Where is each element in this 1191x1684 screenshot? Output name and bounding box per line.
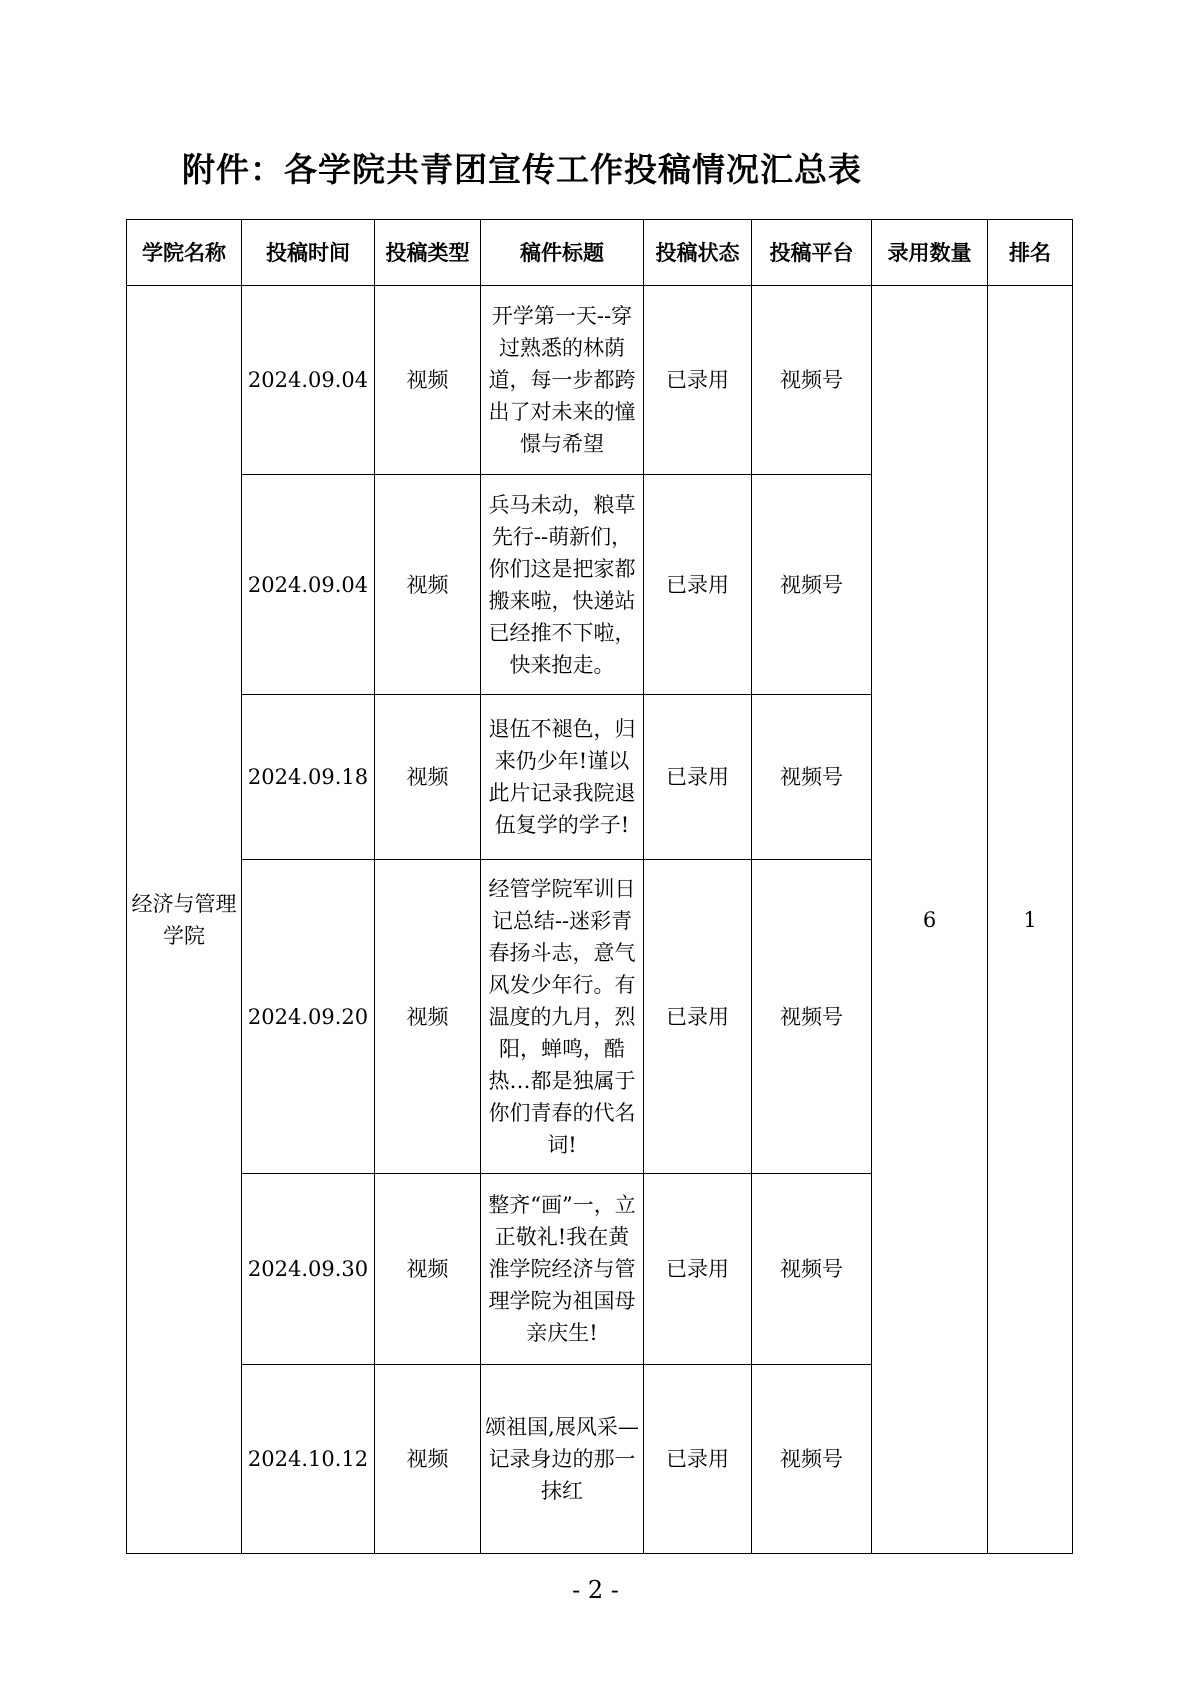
page-number: - 2 - [572, 1576, 619, 1604]
header-time: 投稿时间 [242, 220, 375, 286]
headline-cell: 整齐“画”一，立正敬礼!我在黄淮学院经济与管理学院为祖国母亲庆生! [481, 1174, 644, 1365]
table-header-row [127, 220, 1073, 286]
submit-type-cell: 视频 [375, 1174, 481, 1365]
platform-cell: 视频号 [752, 695, 872, 860]
submit-type-cell: 视频 [375, 1365, 481, 1554]
submit-time-cell: 2024.10.12 [242, 1365, 375, 1554]
platform-cell: 视频号 [752, 1365, 872, 1554]
submit-type-cell: 视频 [375, 695, 481, 860]
header-accepted: 录用数量 [872, 220, 988, 286]
college-name-cell: 经济与管理学院 [127, 286, 242, 1554]
status-cell: 已录用 [644, 860, 752, 1174]
header-status: 投稿状态 [644, 220, 752, 286]
status-cell: 已录用 [644, 1174, 752, 1365]
status-cell: 已录用 [644, 286, 752, 475]
platform-cell: 视频号 [752, 475, 872, 695]
submit-time-cell: 2024.09.30 [242, 1174, 375, 1365]
headline-cell: 颂祖国,展风采—记录身边的那一抹红 [481, 1365, 644, 1554]
platform-cell: 视频号 [752, 1174, 872, 1365]
submit-time-cell: 2024.09.20 [242, 860, 375, 1174]
document-title: 附件：各学院共青团宣传工作投稿情况汇总表 [182, 150, 862, 189]
headline-cell: 退伍不褪色，归来仍少年!谨以此片记录我院退伍复学的学子! [481, 695, 644, 860]
header-headline: 稿件标题 [481, 220, 644, 286]
header-college: 学院名称 [127, 220, 242, 286]
platform-cell: 视频号 [752, 860, 872, 1174]
submit-type-cell: 视频 [375, 475, 481, 695]
submit-time-cell: 2024.09.04 [242, 286, 375, 475]
header-platform: 投稿平台 [752, 220, 872, 286]
accepted-count-cell: 6 [872, 286, 988, 1554]
rank-cell: 1 [988, 286, 1073, 1554]
headline-cell: 兵马未动，粮草先行--萌新们，你们这是把家都搬来啦，快递站已经推不下啦，快来抱走。 [481, 475, 644, 695]
header-type: 投稿类型 [375, 220, 481, 286]
submit-type-cell: 视频 [375, 286, 481, 475]
table-row [127, 286, 1073, 475]
submit-time-cell: 2024.09.04 [242, 475, 375, 695]
status-cell: 已录用 [644, 695, 752, 860]
headline-cell: 开学第一天--穿过熟悉的林荫道，每一步都跨出了对未来的憧憬与希望 [481, 286, 644, 475]
submit-type-cell: 视频 [375, 860, 481, 1174]
submit-time-cell: 2024.09.18 [242, 695, 375, 860]
submission-summary-table [126, 219, 1073, 1554]
status-cell: 已录用 [644, 1365, 752, 1554]
headline-cell: 经管学院军训日记总结--迷彩青春扬斗志，意气风发少年行。有温度的九月，烈阳，蝉鸣，酷热…都是独属于你们青春的代名词! [481, 860, 644, 1174]
status-cell: 已录用 [644, 475, 752, 695]
header-rank: 排名 [988, 220, 1073, 286]
platform-cell: 视频号 [752, 286, 872, 475]
